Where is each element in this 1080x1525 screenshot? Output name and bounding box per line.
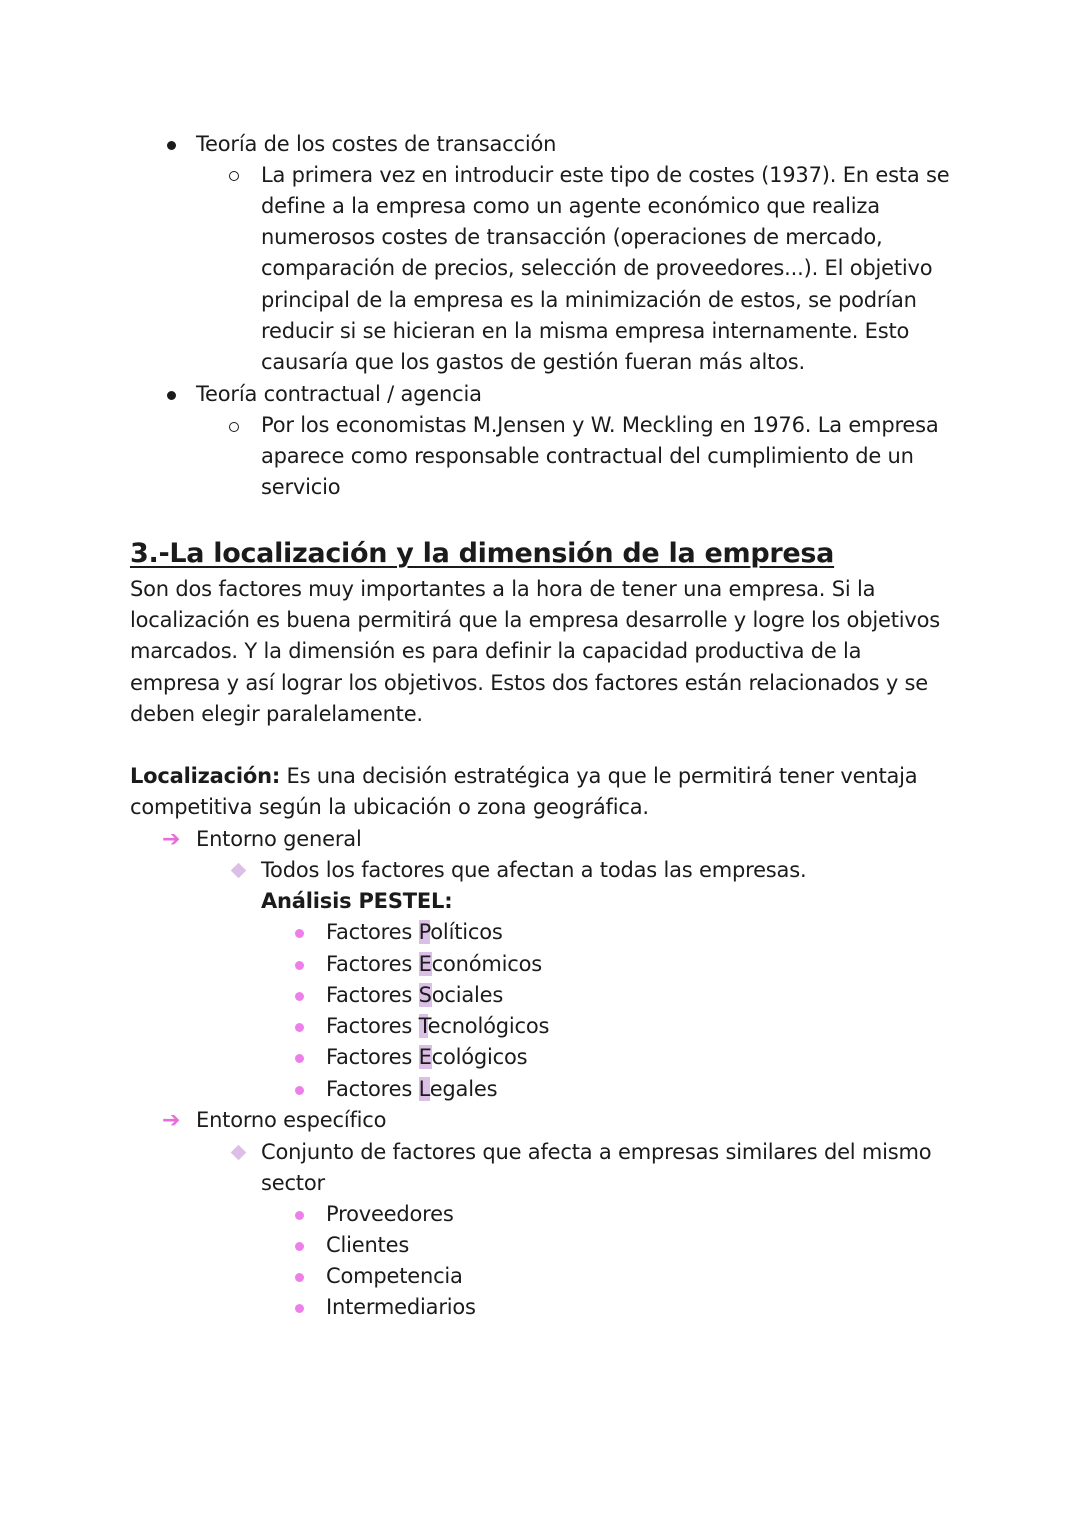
pink-bullet-icon — [295, 1242, 304, 1251]
pink-bullet-icon — [295, 961, 304, 970]
bullet-icon — [167, 141, 176, 150]
theory-detail-line: reducir si se hicieran en la misma empresa internamente. Esto — [261, 319, 910, 343]
pink-bullet-icon — [295, 1304, 304, 1313]
theory-detail-line: aparece como responsable contractual del cumplimiento de un — [261, 444, 914, 468]
localizacion-text: Es una decisión estratégica ya que le permitirá tener ventaja — [280, 764, 918, 788]
section-heading: 3.-La localización y la dimensión de la empresa — [130, 538, 835, 569]
entorno-general-title: Entorno general — [196, 827, 362, 851]
specific-factor-item: Competencia — [326, 1264, 463, 1288]
specific-factor-item: Clientes — [326, 1233, 410, 1257]
pestel-factor: Factores Legales — [326, 1077, 498, 1101]
specific-factor-item: Intermediarios — [326, 1295, 476, 1319]
pestel-factor: Factores Económicos — [326, 952, 543, 976]
theory-title: Teoría de los costes de transacción — [196, 132, 557, 156]
entorno-especifico-title: Entorno específico — [196, 1108, 387, 1132]
diamond-bullet-icon — [231, 1145, 247, 1161]
pestel-factor: Factores Políticos — [326, 920, 503, 944]
pink-bullet-icon — [295, 1211, 304, 1220]
entorno-general-description: Todos los factores que afectan a todas las empresas. — [261, 858, 807, 882]
bullet-icon — [167, 391, 176, 400]
theory-detail-line: causaría que los gastos de gestión fueran más altos. — [261, 350, 805, 374]
pestel-factor: Factores Sociales — [326, 983, 504, 1007]
pestel-initial-highlight: T — [418, 1014, 428, 1038]
pestel-initial-highlight: S — [418, 983, 432, 1007]
pink-bullet-icon — [295, 1054, 304, 1063]
pestel-factor: Factores Tecnológicos — [326, 1014, 550, 1038]
entorno-especifico-description-line2: sector — [261, 1171, 325, 1195]
pestel-initial-highlight: E — [418, 1045, 432, 1069]
pestel-initial-highlight: L — [418, 1077, 430, 1101]
hollow-bullet-icon — [229, 171, 239, 181]
pink-bullet-icon — [295, 1273, 304, 1282]
theory-detail-line: servicio — [261, 475, 341, 499]
theory-detail-line: define a la empresa como un agente económico que realiza — [261, 194, 880, 218]
pink-bullet-icon — [295, 1086, 304, 1095]
intro-line: Son dos factores muy importantes a la hora de tener una empresa. Si la — [130, 577, 876, 601]
intro-line: marcados. Y la dimensión es para definir la capacidad productiva de la — [130, 639, 862, 663]
intro-line: empresa y así lograr los objetivos. Estos dos factores están relacionados y se — [130, 671, 929, 695]
intro-line: localización es buena permitirá que la empresa desarrolle y logre los objetivos — [130, 608, 940, 632]
localizacion-label: Localización: — [130, 764, 281, 788]
theory-detail-line: numerosos costes de transacción (operaciones de mercado, — [261, 225, 883, 249]
arrow-right-icon: ➔ — [162, 1108, 181, 1133]
pestel-initial-highlight: E — [418, 952, 432, 976]
theory-detail-line: principal de la empresa es la minimización de estos, se podrían — [261, 288, 917, 312]
pink-bullet-icon — [295, 929, 304, 938]
localizacion-paragraph — [130, 761, 917, 792]
theory-detail-line: La primera vez en introducir este tipo de costes (1937). En esta se — [261, 163, 950, 187]
hollow-bullet-icon — [229, 422, 239, 432]
theory-detail-line: Por los economistas M.Jensen y W. Meckling en 1976. La empresa — [261, 413, 939, 437]
pink-bullet-icon — [295, 1023, 304, 1032]
arrow-right-icon: ➔ — [162, 827, 181, 852]
theory-detail-line: comparación de precios, selección de proveedores...). El objetivo — [261, 256, 933, 280]
intro-line: deben elegir paralelamente. — [130, 702, 423, 726]
pestel-factor: Factores Ecológicos — [326, 1045, 528, 1069]
localizacion-text-line2: competitiva según la ubicación o zona geográfica. — [130, 795, 649, 819]
theory-title: Teoría contractual / agencia — [196, 382, 482, 406]
diamond-bullet-icon — [231, 863, 247, 879]
pestel-initial-highlight: P — [418, 920, 431, 944]
specific-factor-item: Proveedores — [326, 1202, 454, 1226]
pestel-label: Análisis PESTEL: — [261, 889, 453, 913]
pink-bullet-icon — [295, 992, 304, 1001]
entorno-especifico-description: Conjunto de factores que afecta a empresas similares del mismo — [261, 1140, 932, 1164]
